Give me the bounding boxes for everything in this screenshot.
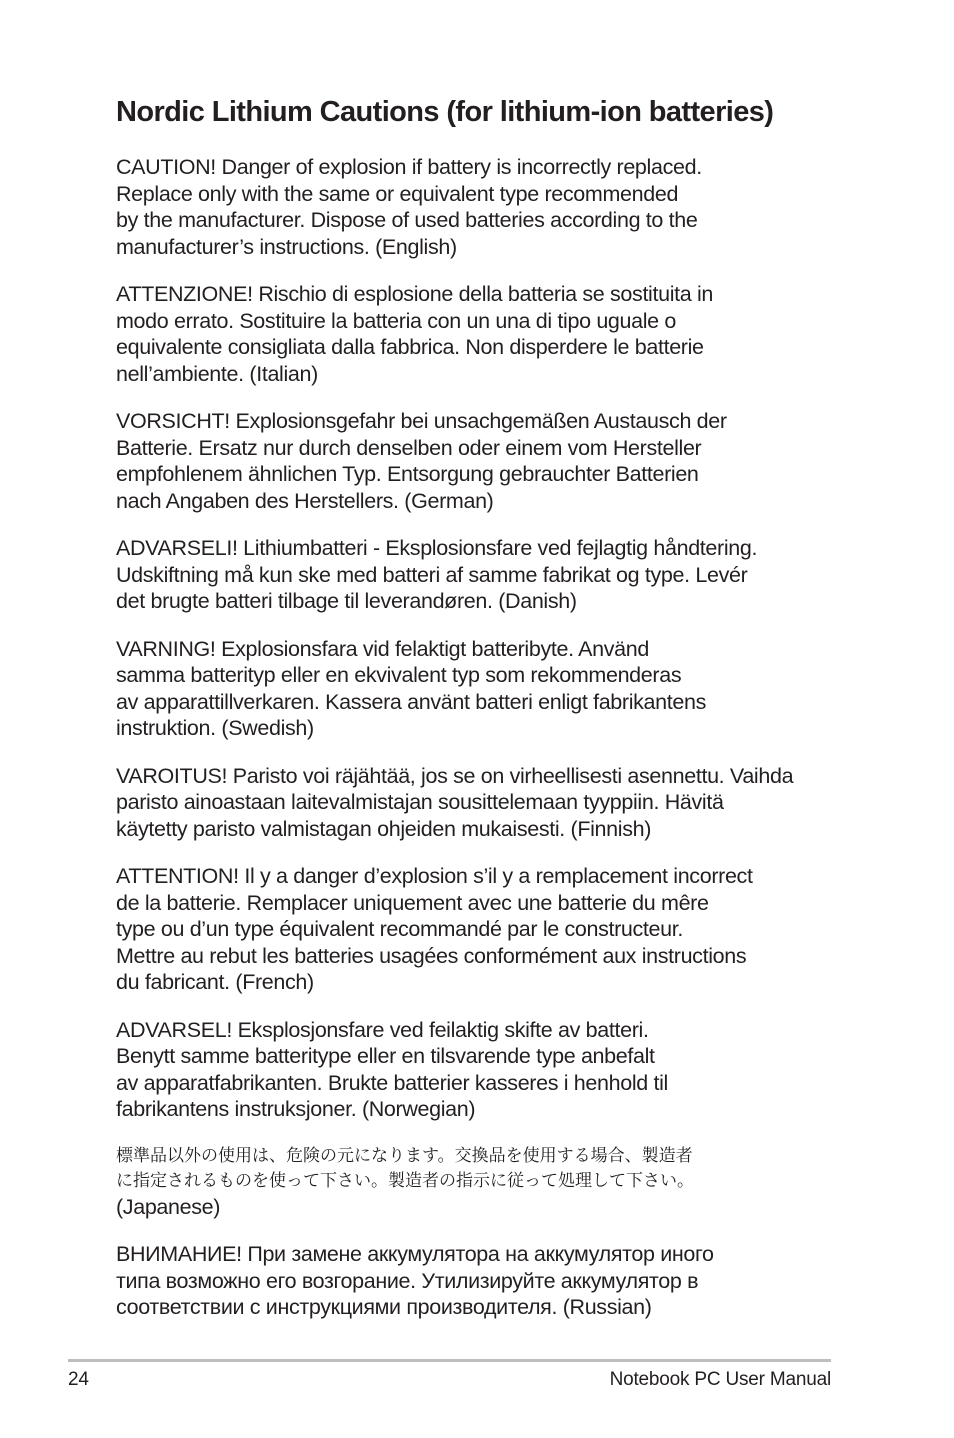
text-line: det brugte batteri tilbage til leverandøren. (Danish) bbox=[116, 589, 577, 613]
footer-divider bbox=[68, 1359, 831, 1362]
text-line: type ou d’un type équivalent recommandé par le constructeur. bbox=[116, 917, 684, 941]
caution-english bbox=[116, 154, 838, 260]
text-line: samma batterityp eller en ekvivalent typ som rekommenderas bbox=[116, 663, 682, 687]
text-line: соответствии с инструкциями производителя. (Russian) bbox=[116, 1295, 652, 1319]
text-line: av apparattillverkaren. Kassera använt batteri enligt fabrikantens bbox=[116, 689, 706, 714]
caution-norwegian bbox=[116, 1017, 838, 1123]
text-line: VORSICHT! Explosionsgefahr bei unsachgemäßen Austausch der bbox=[116, 409, 727, 433]
text-line: käytetty paristo valmistagan ohjeiden mukaisesti. (Finnish) bbox=[116, 816, 652, 841]
text-line: du fabricant. (French) bbox=[116, 970, 314, 994]
text-line: VARNING! Explosionsfara vid felaktigt batteribyte. Använd bbox=[116, 636, 649, 661]
caution-german bbox=[116, 408, 838, 514]
caution-french bbox=[116, 863, 838, 996]
page-title: Nordic Lithium Cautions (for lithium-ion batteries) bbox=[116, 96, 774, 128]
caution-finnish bbox=[116, 763, 838, 843]
manual-name: Notebook PC User Manual bbox=[609, 1369, 831, 1390]
text-line: ВНИМАНИЕ! При замене аккумулятора на аккумулятор иного bbox=[116, 1242, 714, 1266]
text-line: Udskiftning må kun ske med batteri af samme fabrikat og type. Levér bbox=[116, 562, 748, 587]
text-line: CAUTION! Danger of explosion if battery is incorrectly replaced. bbox=[116, 155, 702, 179]
text-line: (Japanese) bbox=[116, 1194, 221, 1219]
text-line: 標準品以外の使用は、危険の元になります。交換品を使用する場合、製造者 bbox=[116, 1145, 693, 1166]
text-line: Benytt samme batteritype eller en tilsvarende type anbefalt bbox=[116, 1044, 655, 1068]
text-line: de la batterie. Remplacer uniquement avec une batterie du mêre bbox=[116, 890, 709, 915]
text-line: nach Angaben des Herstellers. (German) bbox=[116, 488, 494, 513]
caution-danish bbox=[116, 535, 838, 615]
text-line: equivalente consigliata dalla fabbrica. Non disperdere le batterie bbox=[116, 335, 704, 359]
text-line: ADVARSEL! Eksplosjonsfare ved feilaktig skifte av batteri. bbox=[116, 1017, 649, 1042]
text-line: av apparatfabrikanten. Brukte batterier kasseres i henhold til bbox=[116, 1070, 668, 1095]
caution-japanese bbox=[116, 1144, 838, 1221]
text-line: VAROITUS! Paristo voi räjähtää, jos se on virheellisesti asennettu. Vaihda bbox=[116, 763, 794, 788]
page-number: 24 bbox=[68, 1369, 89, 1390]
text-line: ATTENTION! Il y a danger d’explosion s’il y a remplacement incorrect bbox=[116, 864, 753, 888]
text-line: instruktion. (Swedish) bbox=[116, 716, 314, 740]
text-line: Replace only with the same or equivalent type recommended bbox=[116, 181, 679, 206]
text-line: manufacturer’s instructions. (English) bbox=[116, 234, 457, 259]
caution-swedish bbox=[116, 636, 838, 742]
text-line: empfohlenem ähnlichen Typ. Entsorgung gebrauchter Batterien bbox=[116, 462, 699, 486]
text-line: modo errato. Sostituire la batteria con un una di tipo uguale o bbox=[116, 308, 677, 333]
text-line: ATTENZIONE! Rischio di esplosione della batteria se sostituita in bbox=[116, 282, 714, 306]
caution-italian bbox=[116, 281, 838, 387]
text-line: Batterie. Ersatz nur durch denselben oder einem vom Hersteller bbox=[116, 435, 702, 460]
text-line: by the manufacturer. Dispose of used batteries according to the bbox=[116, 208, 698, 232]
page-content bbox=[116, 92, 838, 1342]
text-line: に指定されるものを使って下さい。製造者の指示に従って処理して下さい。 bbox=[116, 1170, 694, 1191]
text-line: ADVARSELI! Lithiumbatteri - Eksplosionsfare ved fejlagtig håndtering. bbox=[116, 536, 758, 560]
text-line: paristo ainoastaan laitevalmistajan sousittelemaan tyyppiin. Hävitä bbox=[116, 790, 724, 814]
text-line: fabrikantens instruksjoner. (Norwegian) bbox=[116, 1097, 476, 1121]
text-line: Mettre au rebut les batteries usagées conformément aux instructions bbox=[116, 943, 747, 968]
caution-russian bbox=[116, 1241, 838, 1321]
text-line: nell’ambiente. (Italian) bbox=[116, 361, 318, 386]
text-line: типа возможно его возгорание. Утилизируйте аккумулятор в bbox=[116, 1268, 699, 1293]
